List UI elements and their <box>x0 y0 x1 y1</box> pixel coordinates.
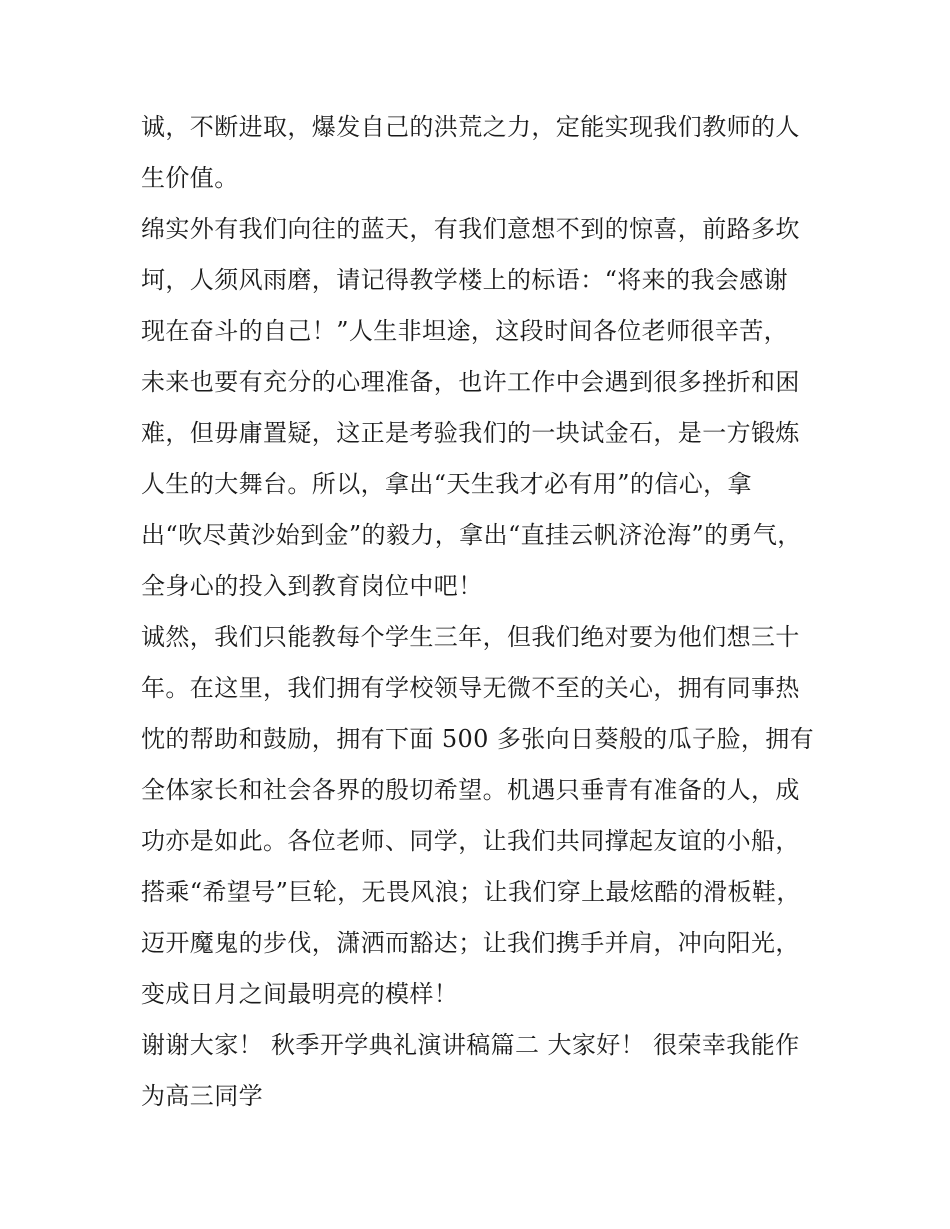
text-line: 年。在这里，我们拥有学校领导无微不至的关心，拥有同事热 <box>141 674 800 702</box>
text-line: 为高三同学 <box>141 1082 263 1110</box>
text-line: 出“吹尽黄沙始到金”的毅力，拿出“直挂云帆济沧海”的勇气， <box>141 521 802 549</box>
text-line: 全体家长和社会各界的殷切希望。机遇只垂青有准备的人，成 <box>141 776 800 804</box>
text-line: 诚然，我们只能教每个学生三年，但我们绝对要为他们想三十 <box>141 623 800 651</box>
text-line: 绵实外有我们向往的蓝天，有我们意想不到的惊喜，前路多坎 <box>141 215 800 243</box>
text-line: 未来也要有充分的心理准备，也许工作中会遇到很多挫折和困 <box>141 368 800 396</box>
text-line: 人生的大舞台。所以，拿出“天生我才必有用”的信心，拿 <box>141 470 752 498</box>
text-line: 生价值。 <box>141 164 239 192</box>
text-line: 搭乘“希望号”巨轮，无畏风浪；让我们穿上最炫酷的滑板鞋， <box>141 878 801 906</box>
text-line: 现在奋斗的自己！”人生非坦途，这段时间各位老师很辛苦， <box>141 317 789 345</box>
document-page <box>141 102 821 1122</box>
text-line: 难，但毋庸置疑，这正是考验我们的一块试金石，是一方锻炼 <box>141 419 800 447</box>
text-line: 忱的帮助和鼓励，拥有下面 500 多张向日葵般的瓜子脸，拥有 <box>141 725 815 753</box>
text-line: 谢谢大家！ 秋季开学典礼演讲稿篇二 大家好！ 很荣幸我能作 <box>141 1031 800 1059</box>
text-line: 功亦是如此。各位老师、同学，让我们共同撑起友谊的小船， <box>141 827 800 855</box>
text-line: 坷，人须风雨磨，请记得教学楼上的标语：“将来的我会感谢 <box>141 266 789 294</box>
text-line: 变成日月之间最明亮的模样！ <box>141 980 459 1008</box>
text-line: 迈开魔鬼的步伐，潇洒而豁达；让我们携手并肩，冲向阳光， <box>141 929 800 957</box>
text-line: 诚，不断进取，爆发自己的洪荒之力，定能实现我们教师的人 <box>141 113 800 141</box>
text-line: 全身心的投入到教育岗位中吧！ <box>141 572 483 600</box>
